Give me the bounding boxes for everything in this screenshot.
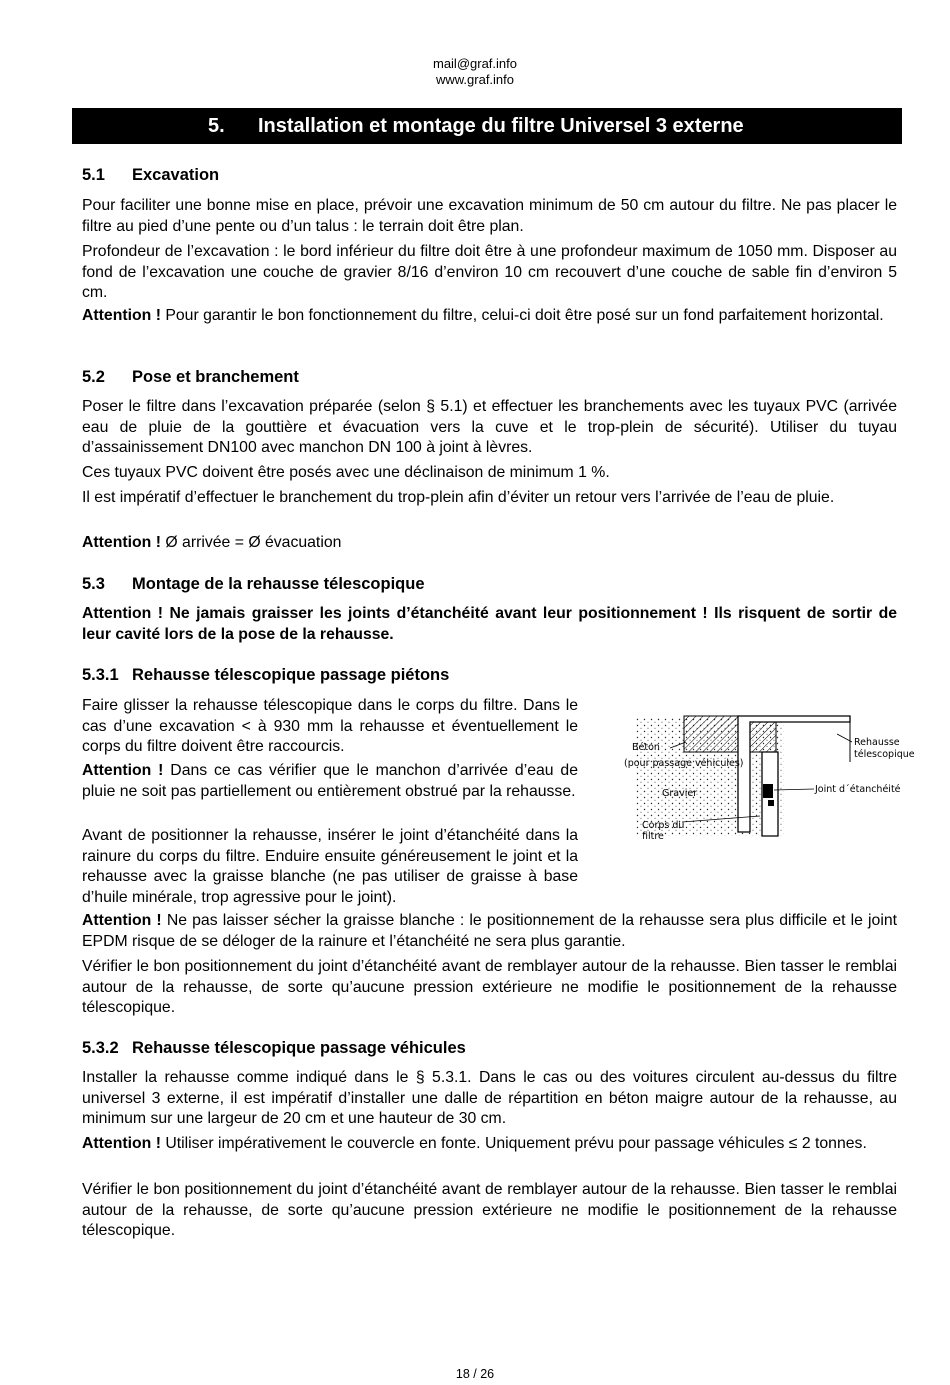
label-rehausse: Rehausse [854, 737, 900, 748]
section-banner [72, 108, 902, 144]
heading-number: 5.3.2 [82, 1039, 119, 1057]
heading-5-3-2 [82, 1038, 466, 1058]
header-email: mail@graf.info [432, 56, 517, 71]
label-telescopique: télescopique [854, 749, 915, 760]
heading-title: Rehausse télescopique passage véhicules [132, 1039, 466, 1057]
paragraph-text: Pour garantir le bon fonctionnement du filtre, celui-ci doit être posé sur un fond parfaitement horizontal. [160, 307, 884, 324]
paragraph-text: Dans ce cas vérifier que le manchon d’arrivée d’eau de pluie ne soit pas partiellement ou entièrement obstrué par la rehausse. [82, 762, 578, 800]
paragraph: Profondeur de l’excavation : le bord inférieur du filtre doit être à une profondeur maximum de 1050 mm. Disposer au fond de l’excavation une couche de gravier 8/16 d’environ 10 cm recouvert d’une couche de sable fin d’environ 5 cm. [82, 243, 897, 301]
warning-paragraph: Attention ! Ne jamais graisser les joints d’étanchéité avant leur positionnement ! Ils risquent de sortir de leur cavité lors de la pose de la rehausse. [82, 605, 897, 643]
banner-number: 5. [208, 115, 225, 137]
paragraph: Faire glisser la rehausse télescopique dans le corps du filtre. Dans le cas d’une excavation < à 930 mm la rehausse et éventuellement le corps du filtre doivent être raccourcis. [82, 697, 578, 755]
heading-number: 5.2 [82, 368, 105, 386]
label-beton: Béton [632, 742, 660, 753]
paragraph-text: Ne pas laisser sécher la graisse blanche : le positionnement de la rehausse sera plus difficile et le joint EPDM risque de se déloger de la rainure et l’étanchéité ne sera plus garantie. [82, 912, 898, 950]
heading-number: 5.1 [82, 166, 105, 184]
attention-label: Attention ! [82, 912, 162, 929]
heading-title: Pose et branchement [132, 368, 299, 386]
paragraph [82, 761, 578, 802]
paragraph: Il est impératif d’effectuer le branchement du trop-plein afin d’éviter un retour vers l’arrivée de l’eau de pluie. [82, 489, 835, 506]
paragraph: Vérifier le bon positionnement du joint d’étanchéité avant de remblayer autour de la rehausse. Bien tasser le remblai autour de la rehausse, de sorte qu’aucune pression extérieure ne modifie le positionnement de la rehausse télescopique. [82, 1181, 897, 1239]
paragraph: Ces tuyaux PVC doivent être posés avec une déclinaison de minimum 1 %. [82, 464, 610, 481]
paragraph-text: Utiliser impérativement le couvercle en fonte. Uniquement prévu pour passage véhicules ≤ 2 tonnes. [160, 1135, 867, 1152]
paragraph: Poser le filtre dans l’excavation préparée (selon § 5.1) et effectuer les branchements avec les tuyaux PVC (arrivée eau de pluie de la gouttière et évacuation vers la cuve et le trop-plein de sécurité). Utiliser du tuyau d’assainissement DN100 avec manchon DN 100 à joint à lèvres. [82, 398, 897, 456]
rehausse-cross-section-diagram [622, 712, 932, 847]
attention-label: Attention ! [82, 762, 164, 779]
seal-joint [763, 784, 773, 798]
label-joint: Joint d´étanchéité [815, 784, 901, 795]
paragraph [82, 306, 897, 327]
heading-title: Rehausse télescopique passage piétons [132, 666, 450, 684]
heading-title: Excavation [132, 166, 220, 184]
label-corps-du: Corps du [642, 820, 685, 831]
banner-title: Installation et montage du filtre Universel 3 externe [258, 115, 744, 137]
attention-label: Attention ! [82, 1135, 161, 1152]
paragraph [82, 911, 897, 952]
heading-number: 5.3.1 [82, 666, 119, 684]
paragraph: Installer la rehausse comme indiqué dans le § 5.3.1. Dans le cas ou des voitures circulent au-dessus du filtre universel 3 externe, il est impératif d’installer une dalle de répartition en béton maigre autour de la rehausse, au minimum sur une largeur de 20 cm et une hauteur de 30 cm. [82, 1069, 897, 1127]
header-website: www.graf.info [435, 72, 515, 87]
paragraph: Pour faciliter une bonne mise en place, prévoir une excavation minimum de 50 cm autour du filtre. Ne pas placer le filtre au pied d’une pente ou d’un talus : le terrain doit être plan. [82, 197, 897, 235]
label-filtre: filtre [642, 831, 664, 842]
heading-5-2 [82, 367, 299, 387]
attention-label: Attention ! [82, 307, 161, 324]
heading-5-3 [82, 574, 425, 594]
label-passage: (pour passage véhicules) [624, 758, 744, 769]
heading-number: 5.3 [82, 575, 105, 593]
paragraph: Vérifier le bon positionnement du joint d’étanchéité avant de remblayer autour de la rehausse. Bien tasser le remblai autour de la rehausse, de sorte qu’aucune pression extérieure ne modifie le positionnement de la rehausse télescopique. [82, 958, 897, 1016]
heading-title: Montage de la rehausse télescopique [132, 575, 425, 593]
paragraph-text: Ø arrivée = Ø évacuation [160, 534, 342, 551]
label-gravier: Gravier [662, 788, 698, 799]
paragraph [82, 533, 897, 554]
paragraph: Avant de positionner la rehausse, insérer le joint d’étanchéité dans la rainure du corps du filtre. Enduire ensuite généreusement le joint et la rehausse avec la graisse blanche (ne pas utiliser de graisse à base d’huile minérale, trop agressive pour le joint). [82, 827, 578, 906]
paragraph [82, 1134, 897, 1155]
attention-label: Attention ! [82, 534, 161, 551]
page-number: 18 / 26 [455, 1367, 495, 1381]
heading-5-1 [82, 165, 219, 185]
heading-5-3-1 [82, 665, 449, 685]
